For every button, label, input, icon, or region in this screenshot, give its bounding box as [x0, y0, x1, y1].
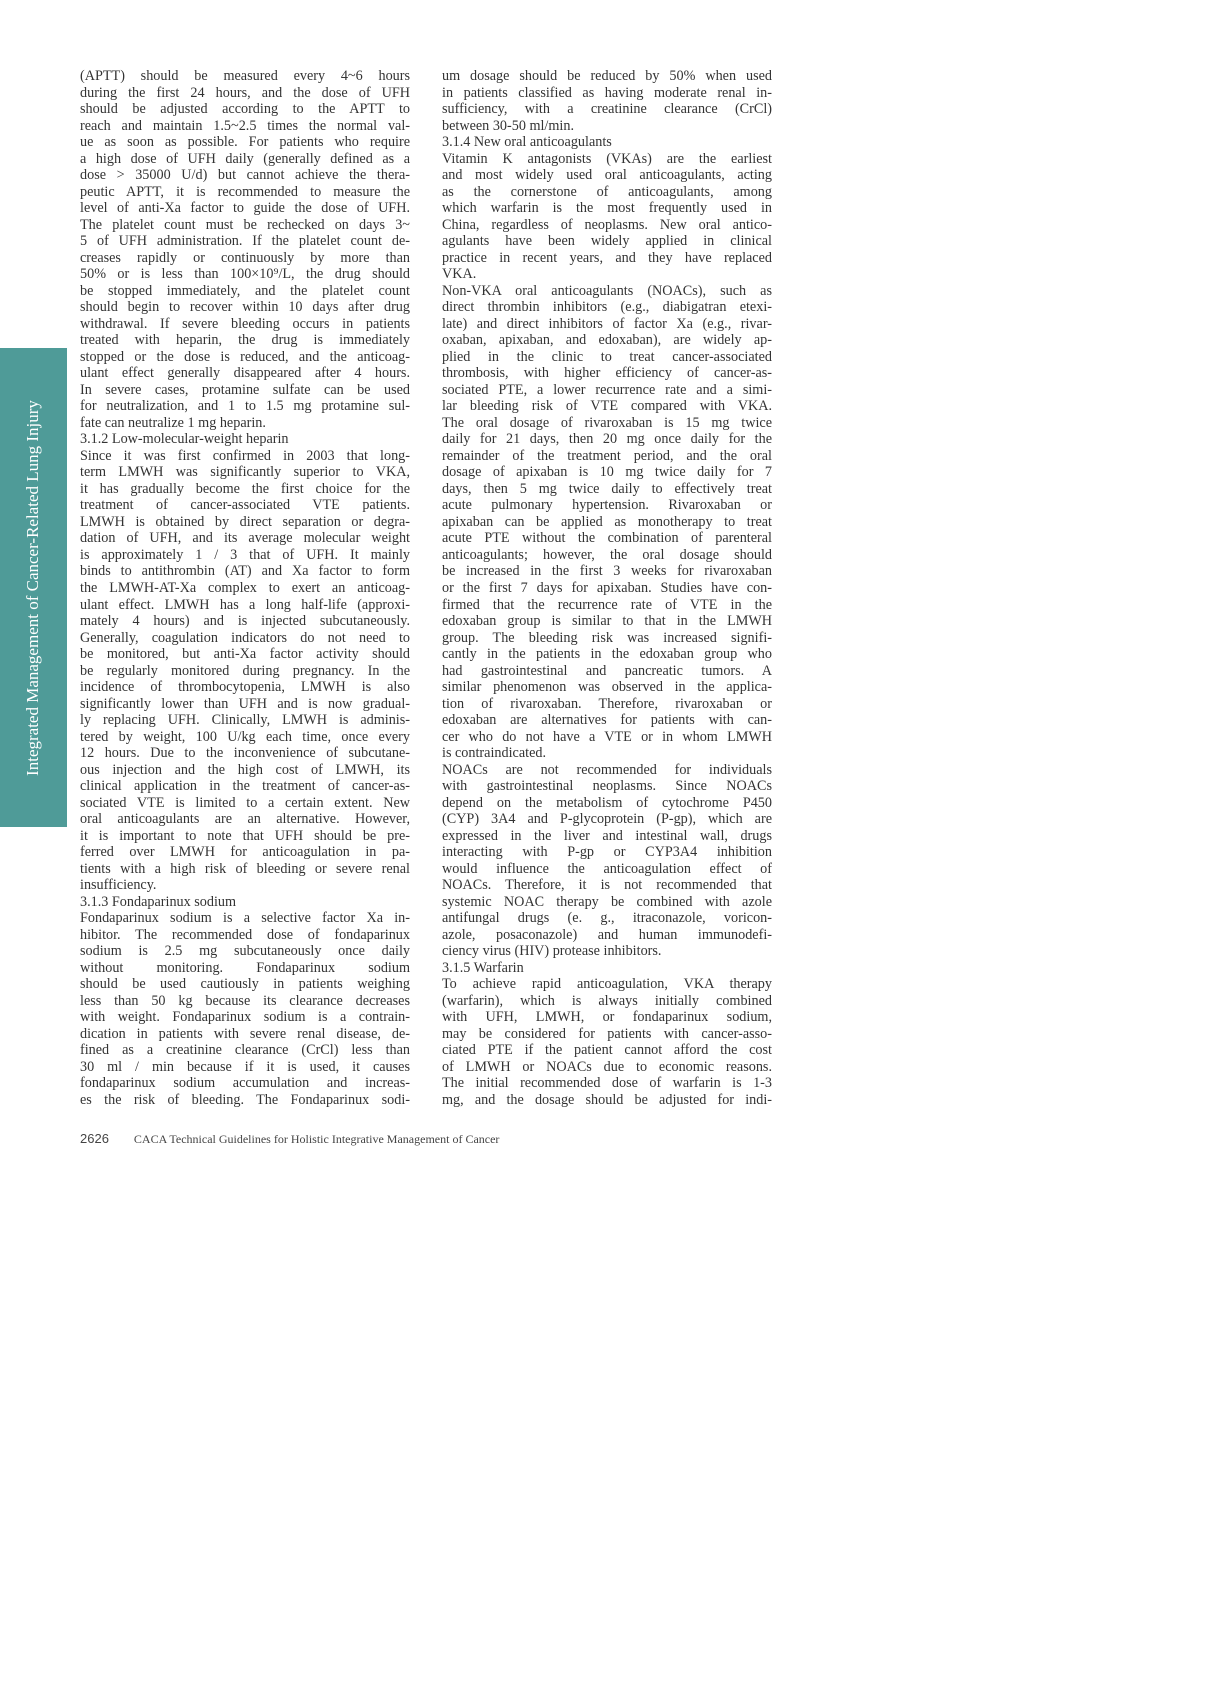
text-line: The oral dosage of rivaroxaban is 15 mg twice: [442, 414, 772, 431]
text-line: acute PTE without the combination of parenteral: [442, 530, 772, 547]
text-line: binds to antithrombin (AT) and Xa factor to form: [80, 563, 410, 580]
text-line: is contraindicated.: [442, 745, 547, 762]
text-line: it has gradually become the first choice for the: [80, 480, 410, 497]
text-line: Non-VKA oral anticoagulants (NOACs), such as: [442, 282, 772, 299]
text-line: group. The bleeding risk was increased signifi-: [442, 629, 772, 646]
text-line: ulant effect generally disappeared after 4 hours.: [80, 365, 410, 382]
text-line: with weight. Fondaparinux sodium is a contrain-: [80, 1009, 410, 1026]
text-line: ciency virus (HIV) protease inhibitors.: [442, 943, 662, 960]
text-line: with UFH, LMWH, or fondaparinux sodium,: [442, 1009, 772, 1026]
text-line: LMWH is obtained by direct separation or degra-: [80, 513, 410, 530]
text-line: sodium is 2.5 mg subcutaneously once daily: [80, 943, 410, 960]
text-line: direct thrombin inhibitors (e.g., diabigatran etexi-: [442, 299, 772, 316]
text-line: firmed that the recurrence rate of VTE in the: [442, 596, 772, 613]
text-line: as the cornerstone of anticoagulants, among: [442, 183, 772, 200]
text-line: a high dose of UFH daily (generally defined as a: [80, 150, 410, 167]
page-footer: [80, 1131, 499, 1147]
text-line: peutic APTT, it is recommended to measure the: [80, 183, 410, 200]
text-line: ous injection and the high cost of LMWH, its: [80, 761, 410, 778]
journal-title: CACA Technical Guidelines for Holistic Integrative Management of Cancer: [133, 1132, 500, 1146]
section-heading: 3.1.2 Low-molecular-weight heparin: [80, 431, 289, 448]
text-line: tients with a high risk of bleeding or severe renal: [80, 860, 410, 877]
text-line: dose > 35000 U/d) but cannot achieve the thera-: [80, 167, 410, 184]
text-line: ulant effect. LMWH has a long half-life (approxi-: [80, 596, 410, 613]
text-line: fondaparinux sodium accumulation and increas-: [80, 1075, 410, 1092]
text-line: less than 50 kg because its clearance decreases: [80, 992, 410, 1009]
text-line: (CYP) 3A4 and P-glycoprotein (P-gp), which are: [442, 811, 772, 828]
section-heading: 3.1.3 Fondaparinux sodium: [80, 893, 237, 910]
text-line: Since it was first confirmed in 2003 that long-: [80, 447, 410, 464]
text-line: treated with heparin, the drug is immediately: [80, 332, 410, 349]
text-line: be regularly monitored during pregnancy. In the: [80, 662, 410, 679]
text-line: daily for 21 days, then 20 mg once daily for the: [442, 431, 772, 448]
text-line: Generally, coagulation indicators do not need to: [80, 629, 410, 646]
text-line: ly replacing UFH. Clinically, LMWH is adminis-: [80, 712, 410, 729]
section-heading: 3.1.4 New oral anticoagulants: [442, 134, 612, 151]
section-heading: 3.1.5 Warfarin: [442, 959, 524, 976]
text-line: treatment of cancer-associated VTE patients.: [80, 497, 410, 514]
text-line: dication in patients with severe renal disease, de-: [80, 1025, 410, 1042]
text-line: Vitamin K antagonists (VKAs) are the earliest: [442, 150, 772, 167]
text-line: systemic NOAC therapy be combined with azole: [442, 893, 772, 910]
text-line: level of anti-Xa factor to guide the dose of UFH.: [80, 200, 410, 217]
text-line: creases rapidly or continuously by more than: [80, 249, 410, 266]
text-line: lar bleeding risk of VTE compared with VKA.: [442, 398, 772, 415]
text-line: term LMWH was significantly superior to VKA,: [80, 464, 410, 481]
text-line: 50% or is less than 100×10⁹/L, the drug should: [80, 266, 410, 283]
text-line: incidence of thrombocytopenia, LMWH is also: [80, 679, 410, 696]
text-line: cantly in the patients in the edoxaban group who: [442, 646, 772, 663]
text-line: mately 4 hours) and is injected subcutaneously.: [80, 613, 410, 630]
text-line: 12 hours. Due to the inconvenience of subcutane-: [80, 745, 410, 762]
text-line: dation of UFH, and its average molecular weight: [80, 530, 410, 547]
text-line: (APTT) should be measured every 4~6 hours: [80, 68, 410, 84]
text-line: anticoagulants; however, the oral dosage should: [442, 546, 772, 563]
text-line: hibitor. The recommended dose of fondaparinux: [80, 926, 410, 943]
text-line: interacting with P-gp or CYP3A4 inhibition: [442, 844, 772, 861]
text-line: thrombosis, with higher efficiency of cancer-as-: [442, 365, 772, 382]
text-line: azole, posaconazole) and human immunodefi-: [442, 926, 772, 943]
text-line: should be adjusted according to the APTT to: [80, 101, 410, 118]
text-line: of LMWH or NOACs due to economic reasons.: [442, 1058, 772, 1075]
text-line: during the first 24 hours, and the dose of UFH: [80, 84, 410, 101]
text-line: acute pulmonary hypertension. Rivaroxaban or: [442, 497, 772, 514]
text-line: sociated PTE, a lower recurrence rate and a simi-: [442, 381, 772, 398]
text-line: had gastrointestinal and pancreatic tumors. A: [442, 662, 772, 679]
text-line: tion of rivaroxaban. Therefore, rivaroxaban or: [442, 695, 772, 712]
text-line: in patients classified as having moderate renal in-: [442, 84, 772, 101]
text-line: In severe cases, protamine sulfate can be used: [80, 381, 410, 398]
text-line: um dosage should be reduced by 50% when used: [442, 68, 772, 84]
text-line: (warfarin), which is always initially combined: [442, 992, 772, 1009]
text-line: which warfarin is the most frequently used in: [442, 200, 772, 217]
text-line: the LMWH-AT-Xa complex to exert an anticoag-: [80, 579, 410, 596]
text-line: China, regardless of neoplasms. New oral antico-: [442, 216, 772, 233]
text-line: The initial recommended dose of warfarin is 1-3: [442, 1075, 772, 1092]
text-line: plied in the clinic to treat cancer-associated: [442, 348, 772, 365]
text-line: dosage of apixaban is 10 mg twice daily for 7: [442, 464, 772, 481]
text-line: sociated VTE is limited to a certain extent. New: [80, 794, 410, 811]
text-line: withdrawal. If severe bleeding occurs in patients: [80, 315, 410, 332]
text-line: it is important to note that UFH should be pre-: [80, 827, 410, 844]
text-line: be stopped immediately, and the platelet count: [80, 282, 410, 299]
text-line: expressed in the liver and intestinal wall, drugs: [442, 827, 772, 844]
text-line: cer who do not have a VTE or in whom LMWH: [442, 728, 772, 745]
text-line: ciated PTE if the patient cannot afford the cost: [442, 1042, 772, 1059]
text-line: oxaban, apixaban, and edoxaban), are widely ap-: [442, 332, 772, 349]
text-line: be increased in the first 3 weeks for rivaroxaban: [442, 563, 772, 580]
text-line: mg, and the dosage should be adjusted for indi-: [442, 1091, 772, 1108]
text-line: would influence the anticoagulation effect of: [442, 860, 772, 877]
running-section-tab: [0, 348, 67, 827]
text-line: stopped or the dose is reduced, and the anticoag-: [80, 348, 410, 365]
text-line: may be considered for patients with cancer-asso-: [442, 1025, 772, 1042]
text-line: es the risk of bleeding. The Fondaparinux sodi-: [80, 1091, 410, 1108]
text-line: fate can neutralize 1 mg heparin.: [80, 414, 266, 431]
text-line: between 30-50 ml/min.: [442, 117, 574, 134]
text-line: without monitoring. Fondaparinux sodium: [80, 959, 410, 976]
text-line: is approximately 1 / 3 that of UFH. It mainly: [80, 546, 410, 563]
text-line: should be used cautiously in patients weighing: [80, 976, 410, 993]
text-line: 30 ml / min because if it is used, it causes: [80, 1058, 410, 1075]
text-line: late) and direct inhibitors of factor Xa (e.g., rivar-: [442, 315, 772, 332]
text-line: should begin to recover within 10 days after drug: [80, 299, 410, 316]
text-line: days, then 5 mg twice daily to effectively treat: [442, 480, 772, 497]
text-line: clinical application in the treatment of cancer-as-: [80, 778, 410, 795]
text-line: apixaban can be applied as monotherapy to treat: [442, 513, 772, 530]
text-line: or the first 7 days for apixaban. Studies have con-: [442, 579, 772, 596]
text-line: agulants have been widely applied in clinical: [442, 233, 772, 250]
text-line: VKA.: [442, 266, 477, 283]
text-line: remainder of the treatment period, and the oral: [442, 447, 772, 464]
text-line: tered by weight, 100 U/kg each time, once every: [80, 728, 410, 745]
text-line: insufficiency.: [80, 877, 157, 894]
text-line: and most widely used oral anticoagulants, acting: [442, 167, 772, 184]
text-line: sufficiency, with a creatinine clearance (CrCl): [442, 101, 772, 118]
text-column-left: [80, 68, 410, 1108]
text-line: reach and maintain 1.5~2.5 times the normal val-: [80, 117, 410, 134]
text-line: be monitored, but anti-Xa factor activity should: [80, 646, 410, 663]
text-column-right: [442, 68, 772, 1108]
text-line: To achieve rapid anticoagulation, VKA therapy: [442, 976, 772, 993]
page-number: 2626: [80, 1131, 109, 1146]
text-line: ferred over LMWH for anticoagulation in pa-: [80, 844, 410, 861]
text-line: antifungal drugs (e. g., itraconazole, voricon-: [442, 910, 772, 927]
text-line: with gastrointestinal neoplasms. Since NOACs: [442, 778, 772, 795]
text-line: NOACs. Therefore, it is not recommended that: [442, 877, 772, 894]
text-line: Fondaparinux sodium is a selective factor Xa in-: [80, 910, 410, 927]
text-line: depend on the metabolism of cytochrome P450: [442, 794, 772, 811]
text-line: for neutralization, and 1 to 1.5 mg protamine sul-: [80, 398, 410, 415]
text-line: edoxaban group is similar to that in the LMWH: [442, 613, 772, 630]
text-line: oral anticoagulants are an alternative. However,: [80, 811, 410, 828]
text-line: fined as a creatinine clearance (CrCl) less than: [80, 1042, 410, 1059]
text-line: significantly lower than UFH and is now gradual-: [80, 695, 410, 712]
text-line: NOACs are not recommended for individuals: [442, 761, 772, 778]
text-line: ue as soon as possible. For patients who require: [80, 134, 410, 151]
text-line: The platelet count must be rechecked on days 3~: [80, 216, 410, 233]
running-section-title: Integrated Management of Cancer-Related Lung Injury: [23, 400, 42, 776]
text-line: similar phenomenon was observed in the applica-: [442, 679, 772, 696]
text-line: 5 of UFH administration. If the platelet count de-: [80, 233, 410, 250]
text-line: edoxaban are alternatives for patients with can-: [442, 712, 772, 729]
text-line: practice in recent years, and they have replaced: [442, 249, 772, 266]
